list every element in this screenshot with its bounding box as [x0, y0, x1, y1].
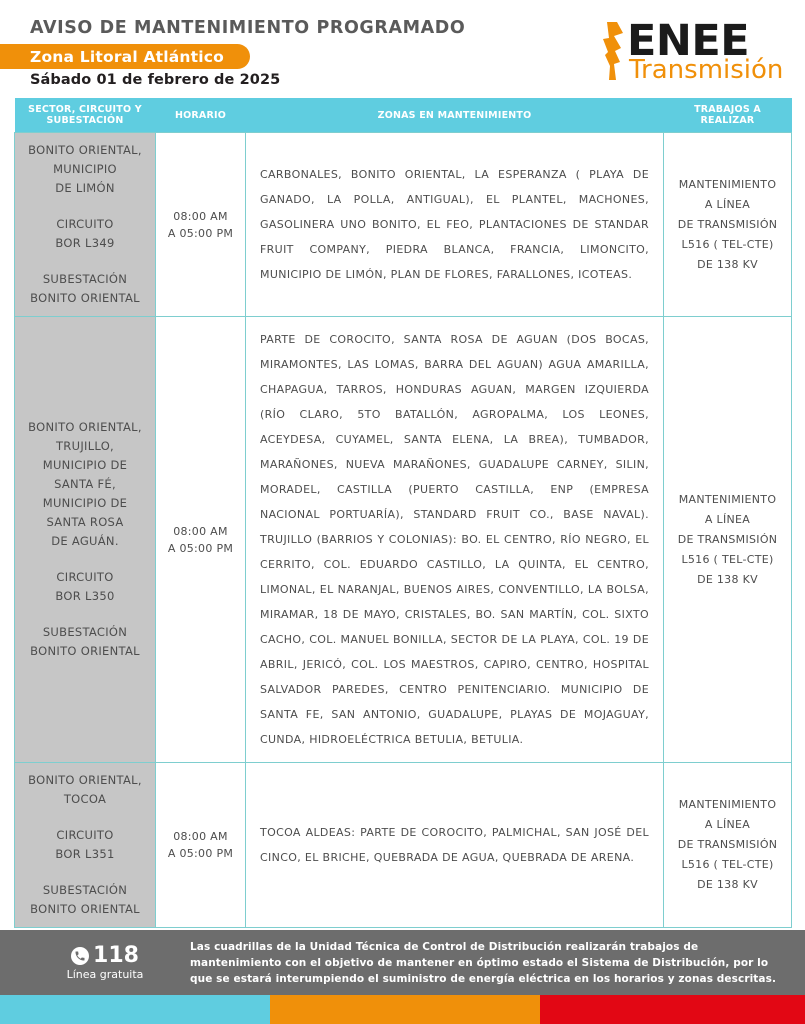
sector-line: BONITO ORIENTAL,: [28, 143, 142, 157]
sector-line: MUNICIPIO DE: [42, 496, 128, 510]
spacer: [21, 809, 149, 826]
enee-logo: [603, 16, 784, 85]
circuito-line: CIRCUITO: [56, 217, 114, 231]
sector-line: BONITO ORIENTAL,: [28, 773, 142, 787]
sector-line: TRUJILLO,: [55, 439, 115, 453]
sector-line: DE AGUÁN.: [51, 534, 119, 548]
cell-trabajos: [664, 763, 792, 928]
trabajos-line: L516 ( TEL-CTE): [681, 552, 774, 566]
trabajos-line: A LÍNEA: [704, 197, 751, 211]
cell-sector: [15, 763, 156, 928]
color-segment-orange: [270, 995, 540, 1024]
table-body: [15, 133, 792, 928]
trabajos-line: MANTENIMIENTO: [678, 177, 777, 191]
horario-line: A 05:00 PM: [167, 847, 234, 860]
spacer: [21, 864, 149, 881]
trabajos-line: A LÍNEA: [704, 512, 751, 526]
circuito-line: CIRCUITO: [56, 570, 114, 584]
color-segment-cyan: [0, 995, 270, 1024]
logo-wordmark: ENEE: [627, 16, 750, 66]
subestacion-line: BONITO ORIENTAL: [30, 644, 140, 658]
cell-trabajos: [664, 133, 792, 317]
circuito-line: BOR L351: [55, 847, 115, 861]
spacer: [21, 551, 149, 568]
subestacion-line: SUBESTACIÓN: [42, 625, 128, 639]
trabajos-line: DE TRANSMISIÓN: [677, 532, 778, 546]
circuito-line: CIRCUITO: [56, 828, 114, 842]
zone-banner-label: Zona Litoral Atlántico: [30, 47, 225, 66]
sector-line: MUNICIPIO DE: [42, 458, 128, 472]
cell-horario: [156, 763, 246, 928]
cell-zonas: TOCOA ALDEAS: PARTE DE COROCITO, PALMICHAL, SAN JOSÉ DEL CINCO, EL BRICHE, QUEBRADA DE AGUA, QUEBRADA DE ARENA.: [246, 763, 664, 928]
trabajos-line: A LÍNEA: [704, 818, 751, 831]
trabajos-line: DE 138 KV: [697, 257, 758, 271]
hotline-row: [71, 942, 139, 968]
cell-trabajos: [664, 317, 792, 763]
trabajos-line: MANTENIMIENTO: [678, 798, 777, 811]
hotline-label: Línea gratuita: [66, 967, 144, 981]
schedule-table-container: [14, 98, 791, 928]
notice-date: Sábado 01 de febrero de 2025: [30, 72, 281, 88]
trabajos-line: L516 ( TEL-CTE): [681, 237, 774, 251]
horario-line: A 05:00 PM: [167, 541, 234, 555]
bottom-color-bar: [0, 995, 805, 1024]
table-row: [15, 763, 792, 928]
zone-banner: [0, 44, 250, 69]
phone-icon: [71, 947, 89, 965]
footer-bar: [0, 930, 805, 995]
horario-line: 08:00 AM: [173, 524, 228, 538]
table-row: [15, 133, 792, 317]
spacer: [21, 198, 149, 215]
hotline-block: [0, 942, 190, 981]
schedule-table: [14, 98, 792, 928]
cell-zonas: CARBONALES, BONITO ORIENTAL, LA ESPERANZA ( PLAYA DE GANADO, LA POLLA, ANTIGUAL), EL PLANTEL, MACHONES, GASOLINERA UNO BONITO, EL FEO, PLANTACIONES DE STANDAR FRUIT COMPANY, PIEDRA BLANCA, FRANCIA, LIMONCITO, MUNICIPIO DE LIMÓN, PLAN DE FLORES, FARALLONES, ICOTEAS.: [246, 133, 664, 317]
spacer: [21, 253, 149, 270]
table-header-row: [15, 98, 792, 133]
color-segment-red: [540, 995, 805, 1024]
circuito-line: BOR L349: [55, 236, 115, 250]
hotline-number: 118: [93, 942, 139, 968]
trabajos-line: DE TRANSMISIÓN: [677, 217, 778, 231]
sector-line: TOCOA: [63, 792, 107, 806]
cell-horario: [156, 317, 246, 763]
footer-notice-text: Las cuadrillas de la Unidad Técnica de Control de Distribución realizarán trabajos de mantenimiento con el objetivo de mantener en óptimo estado el Sistema de Distribución, por lo que se estará interumpiendo el suministro de energía eléctrica en los horarios y zonas descritas.: [190, 940, 777, 985]
cell-zonas: PARTE DE COROCITO, SANTA ROSA DE AGUAN (DOS BOCAS, MIRAMONTES, LAS LOMAS, BARRA DEL AGUAN) AGUA AMARILLA, CHAPAGUA, TARROS, HONDURAS AGUAN, MARGEN IZQUIERDA (RÍO CLARO, 5TO BATALLÓN, AGROPALMA, LOS LEONES, ACEYDESA, CUYAMEL, SANTA ELENA, LA BREA), TUMBADOR, MARAÑONES, NUEVA MARAÑONES, GUADALUPE CARNEY, SILIN, MORADEL, CASTILLA (PUERTO CASTILLA, ENP (EMPRESA NACIONAL PORTUARÍA), STANDARD FRUIT CO., BASE NAVAL). TRUJILLO (BARRIOS Y COLONIAS): BO. EL CENTRO, RÍO NEGRO, EL CERRITO, COL. EDUARDO CASTILLO, LA QUINTA, EL CENTRO, LIMONAL, EL NARANJAL, BUENOS AIRES, CONVENTILLO, LA BOLSA, MIRAMAR, 18 DE MAYO, CRISTALES, BO. SAN MARTÍN, COL. SIXTO CACHO, COL. MANUEL BONILLA, SECTOR DE LA PLAYA, COL. 19 DE ABRIL, JERICÓ, COL. LOS MAESTROS, CAPIRO, CENTRO, HOSPITAL SALVADOR PAREDES, CENTRO PENITENCIARIO. MUNICIPIO DE SANTA FE, SAN ANTONIO, GUADALUPE, PLAYAS DE MOJAGUAY, CUNDA, HIDROELÉCTRICA BETULIA, BETULIA.: [246, 317, 664, 763]
cell-horario: [156, 133, 246, 317]
trabajos-line: L516 ( TEL-CTE): [681, 858, 774, 871]
table-row: [15, 317, 792, 763]
page-header: [0, 0, 805, 98]
sector-line: SANTA FÉ,: [54, 477, 116, 491]
col-header-zonas: ZONAS EN MANTENIMIENTO: [246, 98, 664, 133]
col-header-trabajos: TRABAJOS A REALIZAR: [664, 98, 792, 133]
trabajos-line: MANTENIMIENTO: [678, 492, 777, 506]
col-header-horario: HORARIO: [156, 98, 246, 133]
horario-line: 08:00 AM: [173, 830, 228, 843]
sector-line: BONITO ORIENTAL,: [28, 420, 142, 434]
page-title: AVISO DE MANTENIMIENTO PROGRAMADO: [30, 18, 466, 38]
logo-subtitle: Transmisión: [629, 55, 784, 85]
lightning-bolt-icon: [603, 22, 629, 80]
subestacion-line: BONITO ORIENTAL: [30, 902, 140, 916]
trabajos-line: DE 138 KV: [697, 572, 758, 586]
sector-line: SANTA ROSA: [46, 515, 124, 529]
horario-line: 08:00 AM: [173, 209, 228, 223]
circuito-line: BOR L350: [55, 589, 115, 603]
subestacion-line: SUBESTACIÓN: [42, 883, 128, 897]
sector-line: MUNICIPIO: [53, 162, 117, 176]
subestacion-line: BONITO ORIENTAL: [30, 291, 140, 305]
cell-sector: [15, 133, 156, 317]
subestacion-line: SUBESTACIÓN: [42, 272, 128, 286]
trabajos-line: DE 138 KV: [697, 878, 758, 891]
trabajos-line: DE TRANSMISIÓN: [677, 838, 778, 851]
cell-sector: [15, 317, 156, 763]
spacer: [21, 606, 149, 623]
horario-line: A 05:00 PM: [167, 226, 234, 240]
col-header-sector: SECTOR, CIRCUITO Y SUBESTACIÓN: [15, 98, 156, 133]
sector-line: DE LIMÓN: [55, 181, 115, 195]
